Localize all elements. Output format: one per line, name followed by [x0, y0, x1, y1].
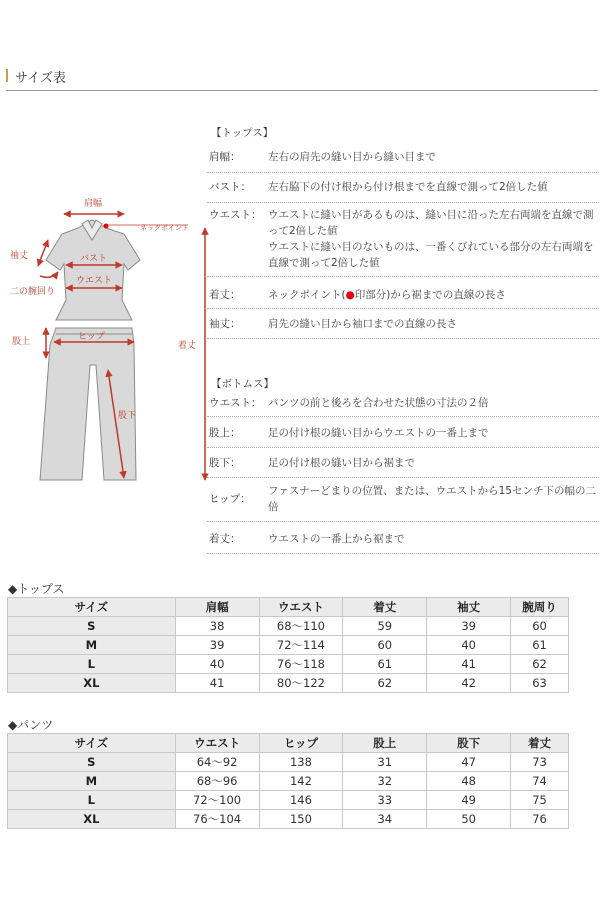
arm-arrow: [40, 272, 58, 277]
size-cell: XL: [8, 810, 176, 829]
table-cell: 76〜104: [175, 810, 259, 829]
table-cell: 142: [259, 772, 343, 791]
table-cell: 34: [343, 810, 427, 829]
size-cell: S: [8, 617, 176, 636]
table-cell: 72〜100: [175, 791, 259, 810]
def-desc: ネックポイント(●印部分)から裾までの直線の長さ: [268, 289, 506, 301]
def-desc: ウエストに縫い目があるものは、縫い目に沿った左右両端を直線で測って2倍した値: [268, 209, 594, 237]
table-cell: 150: [259, 810, 343, 829]
table-cell: 59: [343, 617, 427, 636]
def-term: 着丈：: [209, 289, 241, 301]
label-bust: バスト: [80, 254, 108, 264]
def-term: 股上：: [209, 427, 241, 439]
table-cell: 61: [511, 636, 569, 655]
table-cell: 146: [259, 791, 343, 810]
size-cell: M: [8, 636, 176, 655]
def-term: 肩幅：: [209, 151, 241, 163]
table-row: [8, 674, 569, 693]
col-header: 袖丈: [427, 598, 511, 617]
table-cell: 68〜110: [259, 617, 343, 636]
def-desc: 足の付け根の縫い目からウエストの一番上まで: [268, 427, 489, 439]
size-cell: XL: [8, 674, 176, 693]
section-header: [6, 66, 598, 91]
def-desc: ファスナーどまりの位置、または、ウエストから15センチ下の幅の二倍: [268, 485, 596, 513]
table-cell: 42: [427, 674, 511, 693]
table-cell: 76〜118: [259, 655, 343, 674]
table-cell: 47: [427, 753, 511, 772]
table-header-row: [8, 598, 569, 617]
table-cell: 138: [259, 753, 343, 772]
header-accent-bar: [6, 69, 8, 82]
garment-illustration: [0, 180, 210, 500]
def-term: ウエスト：: [209, 209, 262, 221]
table-cell: 33: [343, 791, 427, 810]
table-cell: 75: [511, 791, 569, 810]
col-header: ウエスト: [259, 598, 343, 617]
label-arm: 二の腕回り: [10, 287, 56, 297]
col-header: ヒップ: [259, 734, 343, 753]
table-cell: 40: [175, 655, 259, 674]
def-desc: 左右の肩先の縫い目から縫い目まで: [268, 151, 436, 163]
size-cell: L: [8, 655, 176, 674]
table-cell: 64〜92: [175, 753, 259, 772]
pants-table-label: ◆パンツ: [8, 718, 54, 732]
table-row: [8, 810, 569, 829]
table-row: [8, 772, 569, 791]
def-desc: 肩先の縫い目から袖口までの直線の長さ: [268, 318, 457, 330]
def-desc: 左右脇下の付け根から付け根までを直線で測って2倍した値: [268, 181, 548, 193]
label-length: 着丈: [178, 341, 197, 351]
table-header-row: [8, 734, 569, 753]
table-cell: 39: [427, 617, 511, 636]
def-row-tops-waist: [207, 204, 599, 277]
size-cell: L: [8, 791, 176, 810]
tops-size-table: [7, 597, 569, 693]
sleeve-arrow: [38, 240, 48, 266]
table-cell: 62: [511, 655, 569, 674]
label-waist: ウエスト: [76, 276, 113, 286]
def-term: ウエスト：: [209, 397, 262, 409]
table-cell: 32: [343, 772, 427, 791]
table-cell: 38: [175, 617, 259, 636]
label-sleeve: 袖丈: [10, 251, 29, 261]
neckpoint-marker: ●: [345, 289, 355, 301]
table-cell: 39: [175, 636, 259, 655]
def-row-bottoms-length: [207, 523, 599, 554]
size-cell: M: [8, 772, 176, 791]
col-header: サイズ: [8, 598, 176, 617]
table-cell: 73: [511, 753, 569, 772]
label-inseam: 股下: [118, 411, 137, 421]
def-term: 股下：: [209, 457, 241, 469]
neckpoint-dot: [104, 224, 109, 229]
def-desc-2: ウエストに縫い目のないものは、一番くびれている部分の左右両端を直線で測って2倍した値: [268, 241, 594, 269]
def-row-tops-bust: [207, 174, 599, 203]
col-header: 股下: [427, 734, 511, 753]
def-desc: ウエストの一番上から裾まで: [268, 533, 405, 545]
label-rise: 股上: [12, 337, 31, 347]
col-header: 腕周り: [511, 598, 569, 617]
def-row-bottoms-hip: [207, 479, 599, 522]
def-term: 着丈：: [209, 533, 241, 545]
def-term: ヒップ：: [209, 493, 251, 505]
page-title: サイズ表: [15, 71, 66, 86]
pants-size-table: [7, 733, 569, 829]
bottoms-section-label: 【ボトムス】: [211, 378, 274, 390]
def-row-bottoms-inseam: [207, 449, 599, 478]
table-cell: 76: [511, 810, 569, 829]
label-neckpoint: ネックポイント: [140, 224, 189, 232]
table-cell: 80〜122: [259, 674, 343, 693]
def-row-tops-sleeve: [207, 310, 599, 339]
def-term: 袖丈：: [209, 318, 241, 330]
def-row-tops-shoulder: [207, 146, 599, 173]
col-header: 着丈: [511, 734, 569, 753]
col-header: サイズ: [8, 734, 176, 753]
size-cell: S: [8, 753, 176, 772]
def-row-tops-length: [207, 280, 599, 309]
label-hip: ヒップ: [78, 332, 105, 342]
table-cell: 41: [427, 655, 511, 674]
tops-section-label: 【トップス】: [211, 127, 274, 139]
table-row: [8, 655, 569, 674]
table-row: [8, 636, 569, 655]
table-cell: 40: [427, 636, 511, 655]
label-shoulder: 肩幅: [84, 199, 103, 209]
col-header: 肩幅: [175, 598, 259, 617]
table-cell: 48: [427, 772, 511, 791]
col-header: ウエスト: [175, 734, 259, 753]
table-row: [8, 753, 569, 772]
def-row-bottoms-waist: [207, 390, 599, 417]
table-cell: 60: [343, 636, 427, 655]
def-desc: パンツの前と後ろを合わせた状態の寸法の２倍: [268, 397, 489, 409]
table-cell: 63: [511, 674, 569, 693]
table-cell: 61: [343, 655, 427, 674]
col-header: 股上: [343, 734, 427, 753]
table-row: [8, 617, 569, 636]
table-cell: 72〜114: [259, 636, 343, 655]
table-cell: 49: [427, 791, 511, 810]
table-cell: 41: [175, 674, 259, 693]
def-desc: 足の付け根の縫い目から裾まで: [268, 457, 415, 469]
table-cell: 74: [511, 772, 569, 791]
table-row: [8, 791, 569, 810]
def-row-bottoms-rise: [207, 419, 599, 448]
table-cell: 31: [343, 753, 427, 772]
table-cell: 62: [343, 674, 427, 693]
tops-table-label: ◆トップス: [8, 582, 65, 596]
table-cell: 68〜96: [175, 772, 259, 791]
table-cell: 50: [427, 810, 511, 829]
table-cell: 60: [511, 617, 569, 636]
def-term: バスト：: [209, 181, 251, 193]
col-header: 着丈: [343, 598, 427, 617]
